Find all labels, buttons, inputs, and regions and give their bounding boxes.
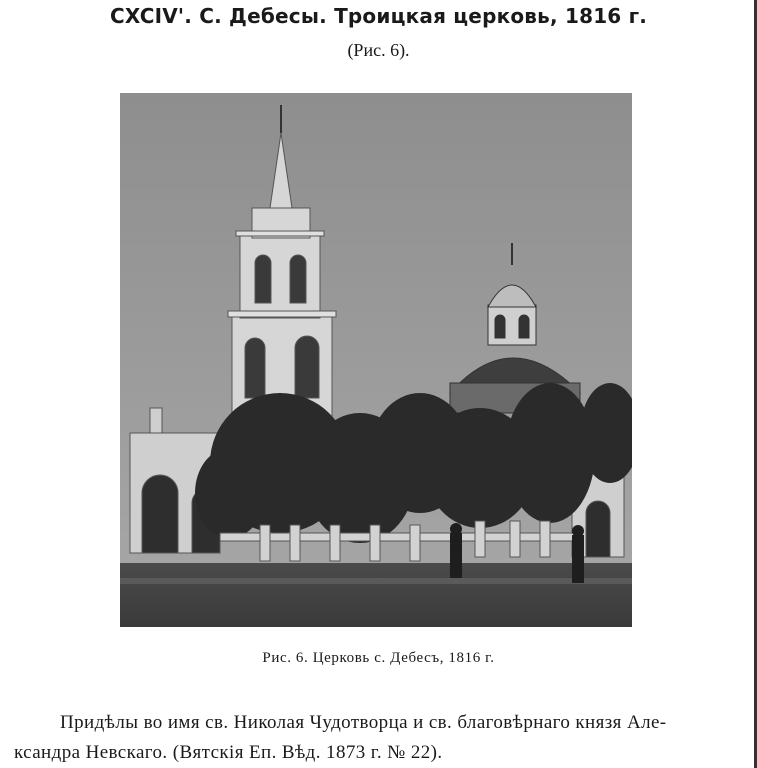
body-line: Придѣлы во имя св. Николая Чудотворца и св. благовѣрнаго князя Але- bbox=[60, 712, 667, 733]
figure-reference: (Рис. 6). bbox=[347, 40, 410, 60]
church-photograph bbox=[120, 93, 632, 627]
body-paragraph bbox=[14, 708, 749, 768]
figure-caption: Рис. 6. Церковь с. Дебесъ, 1816 г. bbox=[262, 650, 495, 666]
body-line: ксандра Невскаго. (Вятскія Еп. Вѣд. 1873 г. № 22). bbox=[14, 742, 443, 763]
page-heading: CXCIV'. С. Дебесы. Троицкая церковь, 1816 г. bbox=[109, 4, 648, 28]
